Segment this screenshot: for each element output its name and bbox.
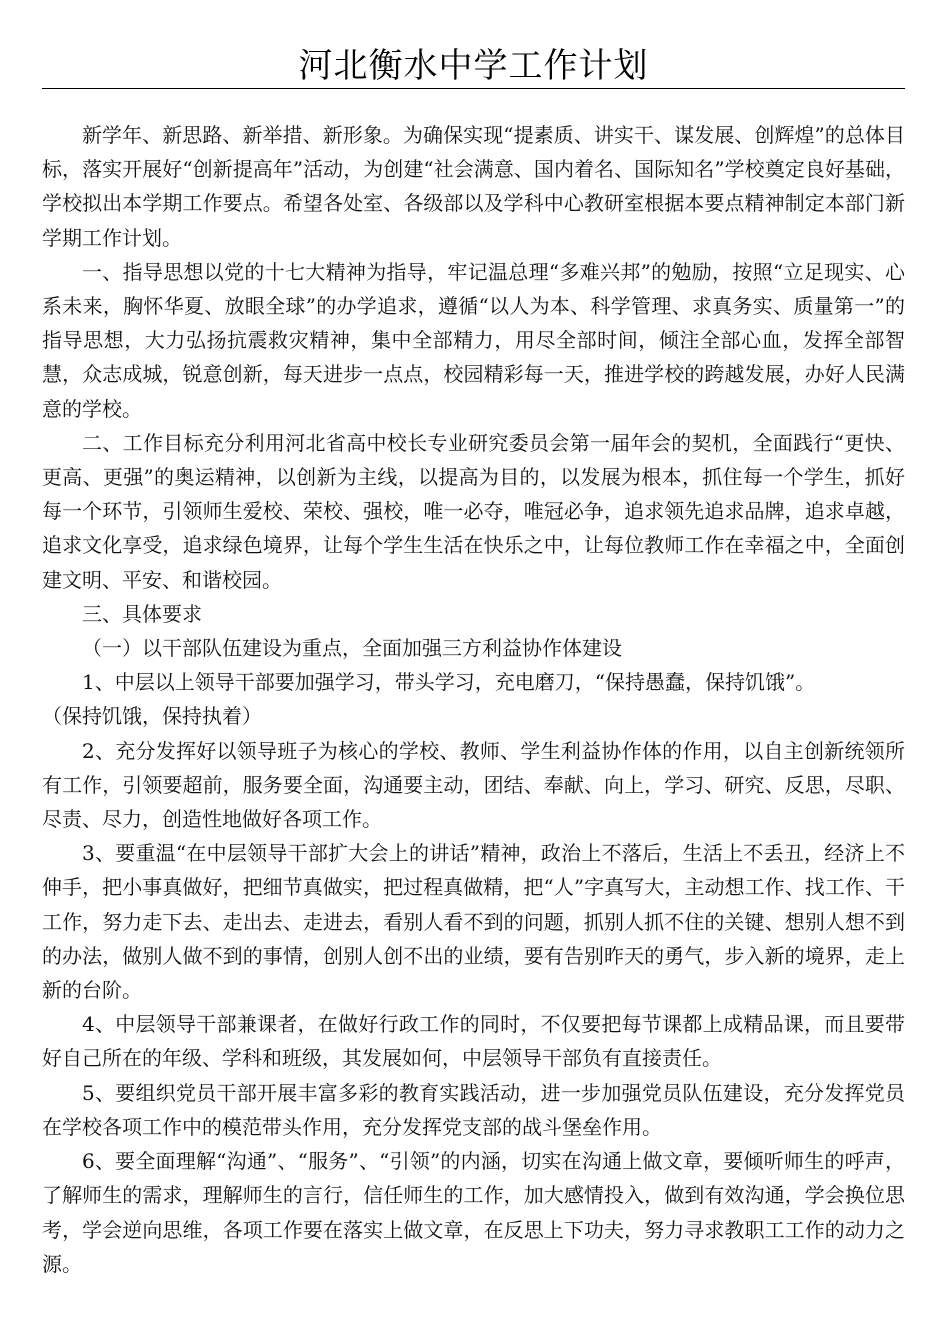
paragraph-item-5: 5、要组织党员干部开展丰富多彩的教育实践活动，进一步加强党员队伍建设，充分发挥党员在学校各项工作中的模范带头作用，充分发挥党支部的战斗堡垒作用。 <box>42 1080 905 1139</box>
paragraph-item-4: 4、中层领导干部兼课者，在做好行政工作的同时，不仅要把每节课都上成精品课，而且要带好自己所在的年级、学科和班级，其发展如何，中层领导干部负有直接责任。 <box>42 1012 905 1071</box>
subsection-heading-cadre: （一）以干部队伍建设为重点，全面加强三方利益协作体建设 <box>82 636 622 661</box>
title-underline <box>42 88 905 89</box>
paragraph-item-2: 2、充分发挥好以领导班子为核心的学校、教师、学生利益协作体的作用，以自主创新统领所有工作，引领要超前，服务要全面，沟通要主动，团结、奉献、向上，学习、研究、反思，尽职、尽责、尽力，创造性地做好各项工作。 <box>42 738 905 832</box>
section-heading-requirements: 三、具体要求 <box>82 601 202 626</box>
document-body <box>42 118 905 1281</box>
paragraph-item-1: 1、中层以上领导干部要加强学习，带头学习，充电磨刀，“保持愚蠢，保持饥饿”。 <box>82 670 816 695</box>
paragraph-item-1-note: （保持饥饿，保持执着） <box>42 704 262 729</box>
paragraph-work-goals: 二、工作目标充分利用河北省高中校长专业研究委员会第一届年会的契机，全面践行“更快、更高、更强”的奥运精神，以创新为主线，以提高为目的，以发展为根本，抓住每一个学生，抓好每一个环节，引领师生爱校、荣校、强校，唯一必夺，唯冠必争，追求领先追求品牌，追求卓越，追求文化享受，追求绿色境界，让每个学生生活在快乐之中，让每位教师工作在幸福之中，全面创建文明、平安、和谐校园。 <box>42 430 905 592</box>
document-title: 河北衡水中学工作计划 <box>298 46 649 86</box>
paragraph-item-3: 3、要重温“在中层领导干部扩大会上的讲话”精神，政治上不落后，生活上不丢丑，经济上不伸手，把小事真做好，把细节真做实，把过程真做精，把“人”字真写大，主动想工作、找工作、干工作，努力走下去、走出去、走进去，看别人看不到的问题，抓别人抓不住的关键、想别人想不到的办法，做别人做不到的事情，创别人创不出的业绩，要有告别昨天的勇气，步入新的境界，走上新的台阶。 <box>42 841 905 1003</box>
paragraph-intro: 新学年、新思路、新举措、新形象。为确保实现“提素质、讲实干、谋发展、创辉煌”的总体目标，落实开展好“创新提高年”活动，为创建“社会满意、国内着名、国际知名”学校奠定良好基础，学校拟出本学期工作要点。希望各处室、各级部以及学科中心教研室根据本要点精神制定本部门新学期工作计划。 <box>42 123 905 250</box>
paragraph-item-6: 6、要全面理解“沟通”、“服务”、“引领”的内涵，切实在沟通上做文章，要倾听师生的呼声，了解师生的需求，理解师生的言行，信任师生的工作，加大感情投入，做到有效沟通，学会换位思考，学会逆向思维，各项工作要在落实上做文章，在反思上下功夫，努力寻求教职工工作的动力之源。 <box>42 1149 905 1276</box>
paragraph-guiding-ideology: 一、指导思想以党的十七大精神为指导，牢记温总理“多难兴邦”的勉励，按照“立足现实、心系未来，胸怀华夏、放眼全球”的办学追求，遵循“以人为本、科学管理、求真务实、质量第一”的指导思想，大力弘扬抗震救灾精神，集中全部精力，用尽全部时间，倾注全部心血，发挥全部智慧，众志成城，锐意创新，每天进步一点点，校园精彩每一天，推进学校的跨越发展，办好人民满意的学校。 <box>42 259 905 421</box>
